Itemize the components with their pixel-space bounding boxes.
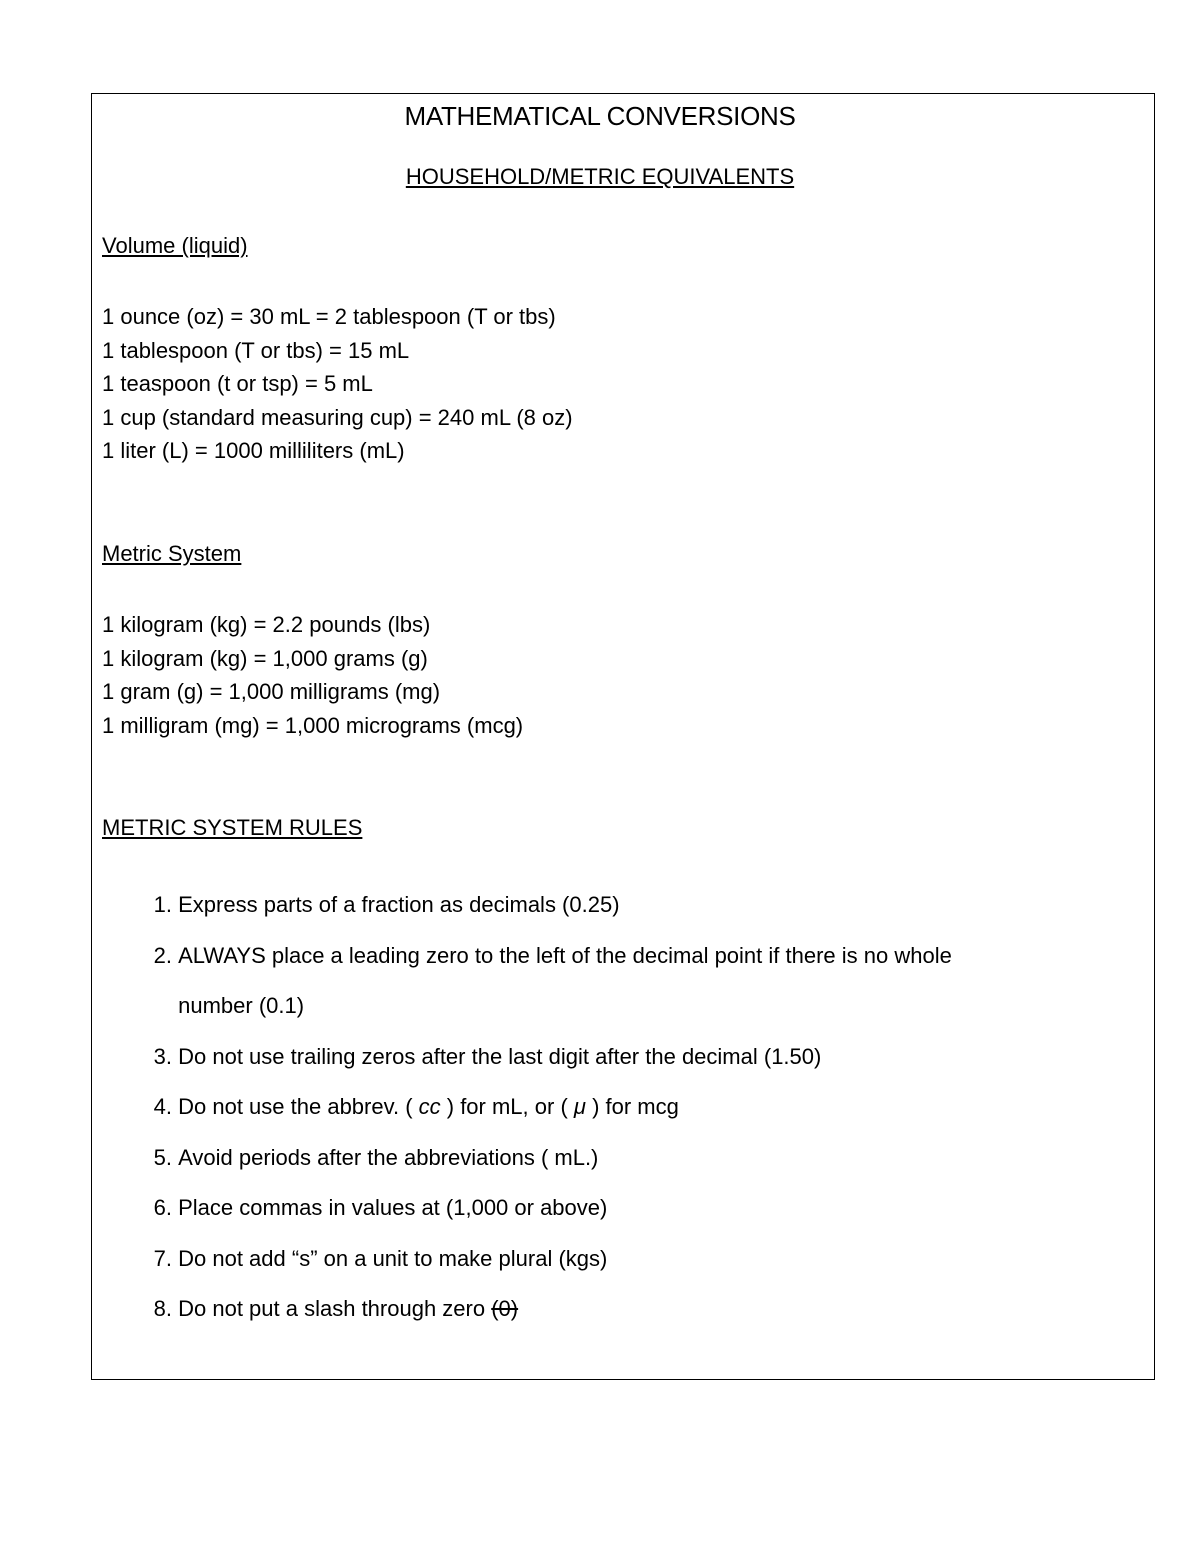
rule-text-content: ALWAYS place a leading zero to the left of the decimal point if there is no whole xyxy=(178,942,952,968)
volume-heading: Volume (liquid) xyxy=(102,233,248,258)
volume-list xyxy=(102,300,573,468)
rule-text-strikethrough: (0) xyxy=(491,1296,519,1321)
rule-number: 4. xyxy=(153,1094,172,1119)
page-title: MATHEMATICAL CONVERSIONS xyxy=(404,101,796,131)
rule-text-part: Do not put a slash through zero xyxy=(178,1296,492,1321)
rule-text-content: Avoid periods after the abbreviations ( mL.) xyxy=(178,1144,599,1170)
rule-item-continuation xyxy=(130,981,1090,1032)
rule-text-content: Express parts of a fraction as decimals (0.25) xyxy=(178,892,620,917)
rule-text-content: number (0.1) xyxy=(178,993,305,1018)
rule-number: 5. xyxy=(153,1144,172,1170)
volume-line: 1 liter (L) = 1000 milliliters (mL) xyxy=(102,438,405,464)
rule-number: 3. xyxy=(153,1043,172,1069)
rule-number: 7. xyxy=(153,1245,172,1271)
rule-text-content: Place commas in values at (1,000 or above) xyxy=(178,1195,608,1220)
volume-line: 1 teaspoon (t or tsp) = 5 mL xyxy=(102,371,373,397)
rule-text xyxy=(172,880,620,931)
rule-item xyxy=(130,1234,1090,1285)
rule-item xyxy=(130,1082,1090,1133)
rule-text xyxy=(172,1032,821,1083)
metric-line: 1 kilogram (kg) = 1,000 grams (g) xyxy=(102,645,428,671)
metric-line: 1 gram (g) = 1,000 milligrams (mg) xyxy=(102,679,441,705)
rule-item xyxy=(130,931,1090,982)
rule-text xyxy=(172,981,304,1032)
rule-item xyxy=(130,1284,1090,1335)
rule-text-part: ) for mcg xyxy=(585,1094,679,1119)
rule-text xyxy=(172,1082,679,1133)
rule-item xyxy=(130,880,1090,931)
rule-item xyxy=(130,1032,1090,1083)
rule-text-italic: cc xyxy=(418,1094,441,1119)
rules-heading: METRIC SYSTEM RULES xyxy=(102,815,363,840)
volume-line: 1 tablespoon (T or tbs) = 15 mL xyxy=(102,337,410,363)
metric-line: 1 kilogram (kg) = 2.2 pounds (lbs) xyxy=(102,612,431,637)
rule-text xyxy=(172,931,952,982)
metric-heading: Metric System xyxy=(102,541,242,566)
rule-item xyxy=(130,1133,1090,1184)
rule-number: 1. xyxy=(153,892,172,917)
rules-list xyxy=(130,880,1090,1335)
rule-number xyxy=(130,981,172,1032)
rule-number: 6. xyxy=(153,1195,172,1220)
volume-line: 1 cup (standard measuring cup) = 240 mL (8 oz) xyxy=(102,404,573,430)
rule-text-content: Do not use trailing zeros after the last digit after the decimal (1.50) xyxy=(178,1043,822,1069)
volume-line: 1 ounce (oz) = 30 mL = 2 tablespoon (T or tbs) xyxy=(102,304,556,329)
rule-text xyxy=(172,1234,607,1285)
rule-text-content: Do not add “s” on a unit to make plural (kgs) xyxy=(178,1245,608,1271)
rule-text xyxy=(172,1133,598,1184)
rule-text xyxy=(172,1284,518,1335)
rule-number: 2. xyxy=(153,942,172,968)
rule-item xyxy=(130,1183,1090,1234)
page-subtitle: HOUSEHOLD/METRIC EQUIVALENTS xyxy=(405,164,795,189)
rule-text-part: ) for mL, or ( xyxy=(440,1094,574,1119)
rule-text-part: Do not use the abbrev. ( xyxy=(178,1094,419,1119)
rule-text xyxy=(172,1183,607,1234)
rule-text-italic: μ xyxy=(573,1094,586,1119)
rule-number: 8. xyxy=(153,1296,172,1321)
metric-line: 1 milligram (mg) = 1,000 micrograms (mcg) xyxy=(102,712,524,738)
metric-list xyxy=(102,608,523,742)
